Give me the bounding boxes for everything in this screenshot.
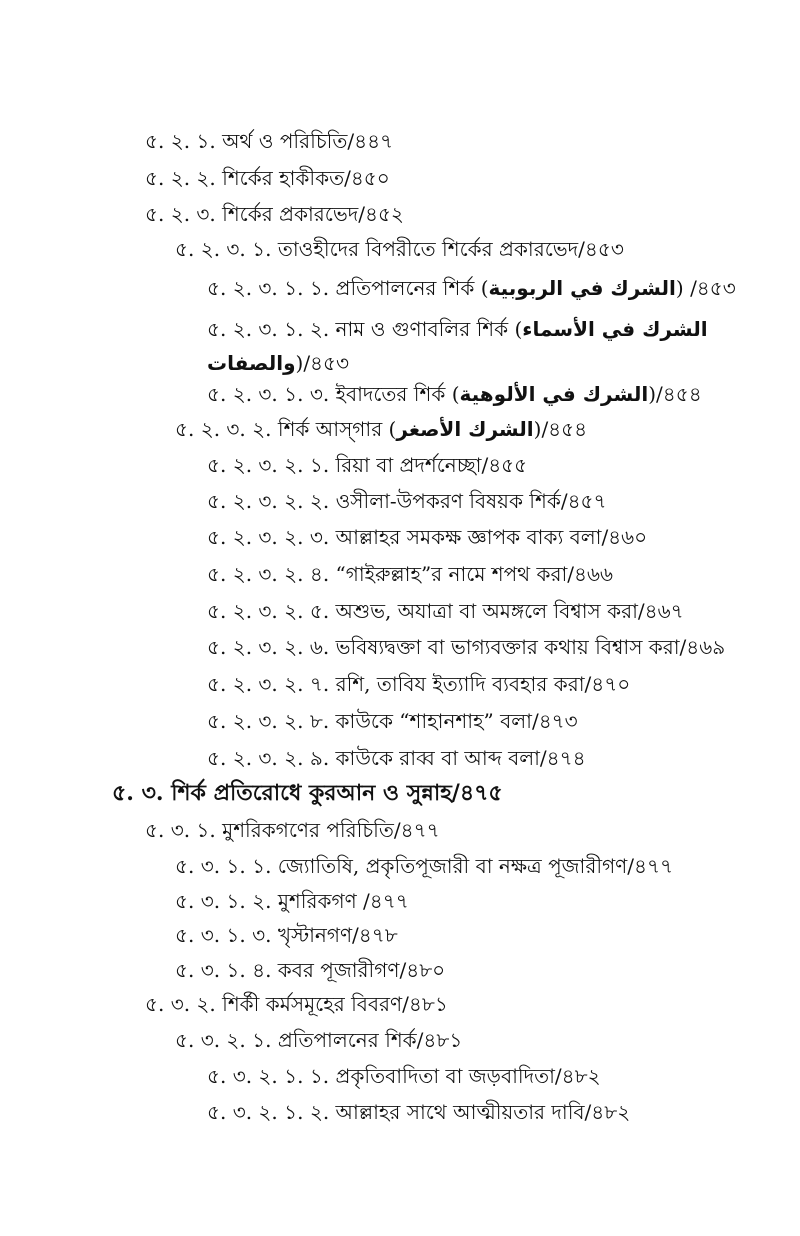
- toc-entry: [175, 416, 587, 442]
- toc-entry: ৫. ৩. ১. মুশরিকগণের পরিচিতি/৪৭৭: [145, 818, 440, 842]
- toc-entry: ৫. ২. ৩. ২. ৫. অশুভ, অযাত্রা বা অমঙ্গলে বিশ্বাস করা/৪৬৭: [207, 599, 684, 623]
- toc-entry: ৫. ৩. ২. ১. ২. আল্লাহর সাথে আত্মীয়তার দাবি/৪৮২: [207, 1100, 631, 1124]
- arabic-term: الشرك الأصغر: [396, 417, 534, 441]
- toc-entry: ৫. ২. ১. অর্থ ও পরিচিতি/৪৪৭: [145, 129, 394, 153]
- toc-entry: [207, 381, 702, 407]
- toc-entry: ৫. ২. ২. শির্কের হাকীকত/৪৫০: [145, 166, 390, 190]
- toc-entry: ৫. ৩. ২. শির্কী কর্মসমূহের বিবরণ/৪৮১: [145, 992, 448, 1016]
- toc-entry: ৫. ২. ৩. শির্কের প্রকারভেদ/৪৫২: [145, 202, 404, 226]
- toc-entry: ৫. ২. ৩. ২. ৪. “গাইরুল্লাহ”র নামে শপথ করা/৪৬৬: [207, 562, 614, 586]
- entry-suffix: ) /৪৫৩: [675, 276, 736, 300]
- toc-entry: ৫. ২. ৩. ২. ৬. ভবিষ্যদ্বক্তা বা ভাগ্যবক্তার কথায় বিশ্বাস করা/৪৬৯: [207, 635, 726, 659]
- toc-entry: ৫. ৩. ১. ৪. কবর পূজারীগণ/৪৮০: [175, 958, 446, 982]
- arabic-term: الشرك في الأسماء والصفات: [207, 317, 708, 375]
- entry-suffix: )/৪৫৪: [533, 417, 588, 441]
- toc-entry: ৫. ৩. ১. ১. জ্যোতিষি, প্রকৃতিপূজারী বা নক্ষত্র পূজারীগণ/৪৭৭: [175, 854, 673, 878]
- toc-entry: ৫. ২. ৩. ২. ৯. কাউকে রাব্ব বা আব্দ বলা/৪৭৪: [207, 746, 586, 770]
- entry-prefix: ৫. ২. ৩. ১. ৩. ইবাদতের শির্ক (: [207, 382, 460, 406]
- toc-entry: ৫. ৩. ১. ৩. খৃস্টানগণ/৪৭৮: [175, 923, 398, 947]
- entry-suffix: )/৪৫৩: [295, 351, 350, 375]
- toc-entry: ৫. ৩. ২. ১. প্রতিপালনের শির্ক/৪৮১: [175, 1028, 463, 1052]
- toc-entry: ৫. ৩. ২. ১. ১. প্রকৃতিবাদিতা বা জড়বাদিতা/৪৮২: [207, 1064, 601, 1088]
- arabic-term: الشرك في الربوبية: [488, 276, 676, 300]
- toc-entry: ৫. ২. ৩. ২. ৩. আল্লাহর সমকক্ষ জ্ঞাপক বাক্য বলা/৪৬০: [207, 525, 648, 549]
- toc-entry: ৫. ৩. ১. ২. মুশরিকগণ /৪৭৭: [175, 889, 409, 913]
- entry-prefix: ৫. ২. ৩. ১. ১. প্রতিপালনের শির্ক (: [207, 276, 489, 300]
- toc-entry: ৫. ২. ৩. ২. ২. ওসীলা-উপকরণ বিষয়ক শির্ক/৪৫৭: [207, 489, 607, 513]
- toc-entry: [207, 275, 736, 301]
- entry-suffix: )/৪৫৪: [648, 382, 702, 406]
- entry-prefix: ৫. ২. ৩. ১. ২. নাম ও গুণাবলির শির্ক (: [207, 317, 523, 341]
- toc-entry: ৫. ২. ৩. ২. ৮. কাউকে “শাহানশাহ” বলা/৪৭৩: [207, 709, 578, 733]
- toc-entry: ৫. ২. ৩. ১. তাওহীদের বিপরীতে শির্কের প্রকারভেদ/৪৫৩: [175, 237, 624, 261]
- toc-entry: ৫. ২. ৩. ২. ৭. রশি, তাবিয ইত্যাদি ব্যবহার করা/৪৭০: [207, 672, 631, 696]
- entry-prefix: ৫. ২. ৩. ২. শির্ক আস্গার (: [175, 417, 397, 441]
- toc-entry: ৫. ২. ৩. ২. ১. রিয়া বা প্রদর্শনেচ্ছা/৪৫৫: [207, 453, 528, 477]
- toc-entry: [207, 312, 727, 380]
- arabic-term: الشرك في الألوهية: [459, 382, 649, 406]
- section-heading: ৫. ৩. শির্ক প্রতিরোধে কুরআন ও সুন্নাহ/৪৭৫: [112, 780, 503, 806]
